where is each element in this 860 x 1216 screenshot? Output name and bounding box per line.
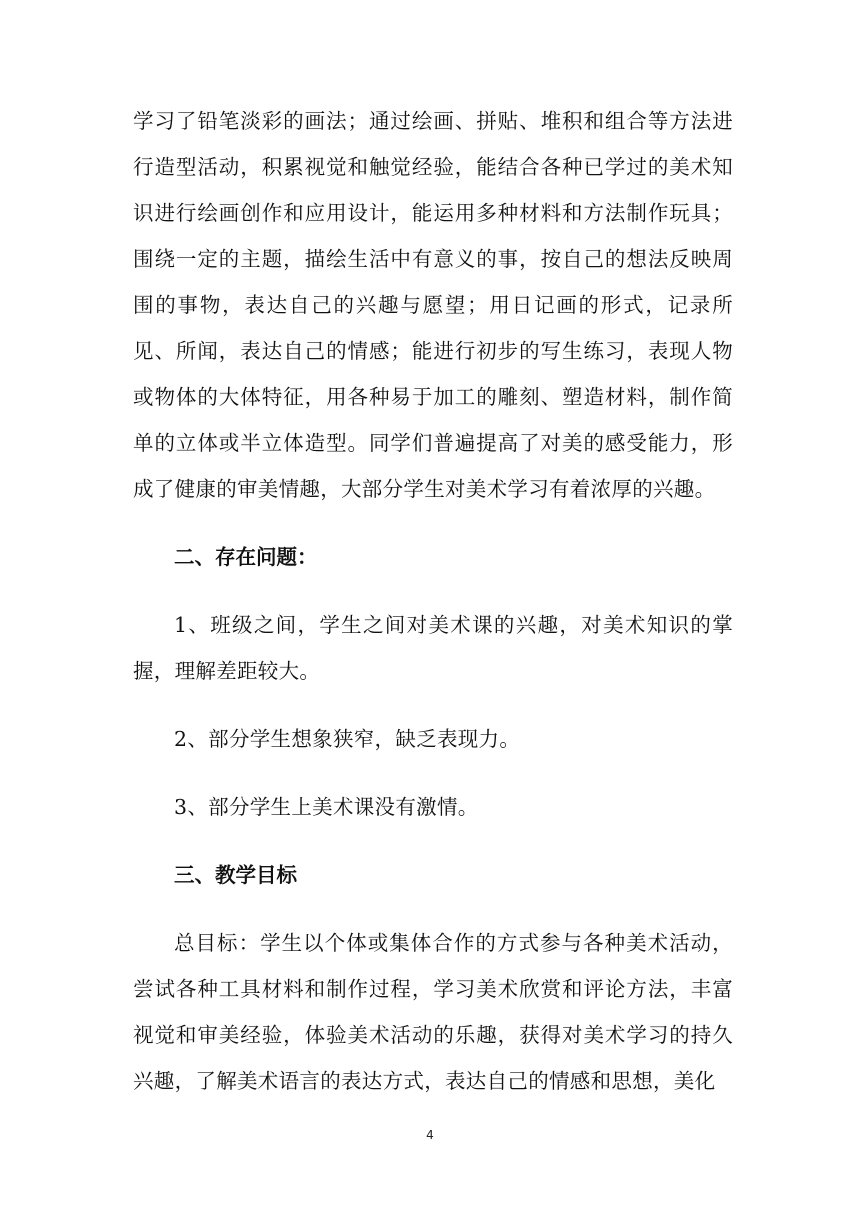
problem-item-2: 2、部分学生想象狭窄，缺乏表现力。 [174, 727, 521, 751]
goal-paragraph: 总目标：学生以个体或集体合作的方式参与各种美术活动，尝试各种工具材料和制作过程，学习美术欣赏和评论方法，丰富视觉和审美经验，体验美术活动的乐趣，获得对美术学习的持久兴趣，了解美术语言的表达方式，表达自己的情感和思想，美化 [133, 931, 733, 1093]
problem-item-1: 1、班级之间，学生之间对美术课的兴趣，对美术知识的掌握，理解差距较大。 [133, 613, 733, 683]
page-number: 4 [426, 1128, 434, 1142]
paragraph-gap [133, 762, 733, 784]
section-heading-problems: 二、存在问题： [174, 545, 318, 569]
paragraph-gap [133, 898, 733, 920]
paragraph-gap [133, 694, 733, 716]
section-heading-goals: 三、教学目标 [174, 863, 297, 887]
problem-item-3: 3、部分学生上美术课没有激情。 [174, 795, 479, 819]
paragraph-gap [133, 580, 733, 602]
document-body [133, 98, 733, 1104]
paragraph-gap [133, 830, 733, 852]
paragraph-gap [133, 512, 733, 534]
continuation-paragraph: 学习了铅笔淡彩的画法；通过绘画、拼贴、堆积和组合等方法进行造型活动，积累视觉和触觉经验，能结合各种已学过的美术知识进行绘画创作和应用设计，能运用多种材料和方法制作玩具；围绕一定的主题，描绘生活中有意义的事，按自己的想法反映周围的事物，表达自己的兴趣与愿望；用日记画的形式，记录所见、所闻，表达自己的情感；能进行初步的写生练习，表现人物或物体的大体特征，用各种易于加工的雕刻、塑造材料，制作简单的立体或半立体造型。同学们普遍提高了对美的感受能力，形成了健康的审美情趣，大部分学生对美术学习有着浓厚的兴趣。 [133, 109, 733, 501]
